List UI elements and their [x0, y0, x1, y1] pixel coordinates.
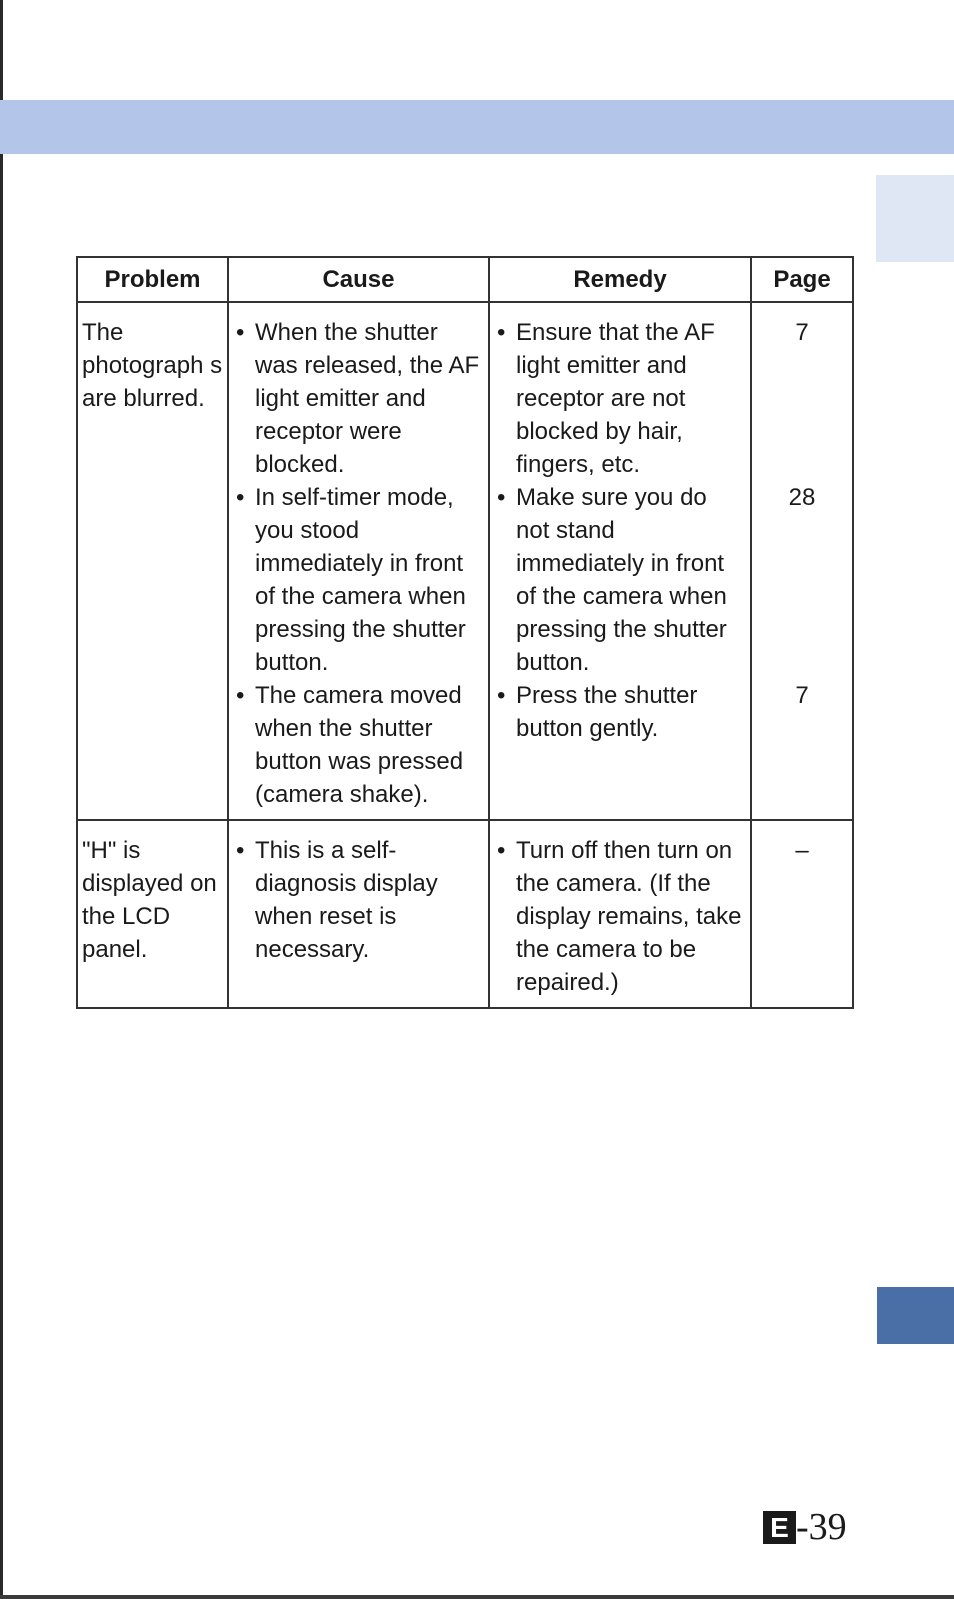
remedy-item: • Make sure you do not stand immediately in front of the camera when pressing the shutter button.: [494, 481, 746, 679]
page-footer: [763, 1507, 847, 1547]
table-row: [77, 302, 853, 820]
section-tab-light: [876, 175, 954, 262]
page-number: -39: [796, 1506, 847, 1548]
page-reference: 7: [795, 682, 809, 709]
page-reference: 28: [788, 484, 816, 511]
problem-cell: "H" is displayed on the LCD panel.: [77, 820, 228, 1008]
header-remedy: Remedy: [489, 257, 751, 302]
page-reference: 7: [795, 319, 809, 346]
header-page: Page: [751, 257, 853, 302]
language-badge: E: [763, 1511, 796, 1544]
header-cause: Cause: [228, 257, 489, 302]
remedy-cell: [489, 820, 751, 1008]
remedy-item: • Press the shutter button gently.: [494, 679, 746, 745]
cause-cell: [228, 302, 489, 820]
remedy-item: • Turn off then turn on the camera. (If the display remains, take the camera to be repaired.): [494, 834, 746, 999]
remedy-cell: [489, 302, 751, 820]
table-row: [77, 820, 853, 1008]
header-band: [0, 100, 954, 154]
cause-item: • This is a self-diagnosis display when reset is necessary.: [233, 834, 484, 966]
section-tab-dark: [877, 1287, 954, 1344]
remedy-item: • Ensure that the AF light emitter and receptor are not blocked by hair, fingers, etc.: [494, 316, 746, 481]
page-cell: [751, 820, 853, 1008]
page-cell: [751, 302, 853, 820]
cause-item: • When the shutter was released, the AF light emitter and receptor were blocked.: [233, 316, 484, 481]
table-header-row: [77, 257, 853, 302]
page-left-edge: [0, 0, 3, 1599]
header-problem: Problem: [77, 257, 228, 302]
problem-cell: The photograph s are blurred.: [77, 302, 228, 820]
troubleshooting-table: [76, 256, 854, 1009]
page-bottom-edge: [0, 1595, 954, 1599]
cause-item: • In self-timer mode, you stood immediately in front of the camera when pressing the shutter button.: [233, 481, 484, 679]
cause-item: • The camera moved when the shutter button was pressed (camera shake).: [233, 679, 484, 811]
page-reference: –: [795, 837, 809, 864]
cause-cell: [228, 820, 489, 1008]
